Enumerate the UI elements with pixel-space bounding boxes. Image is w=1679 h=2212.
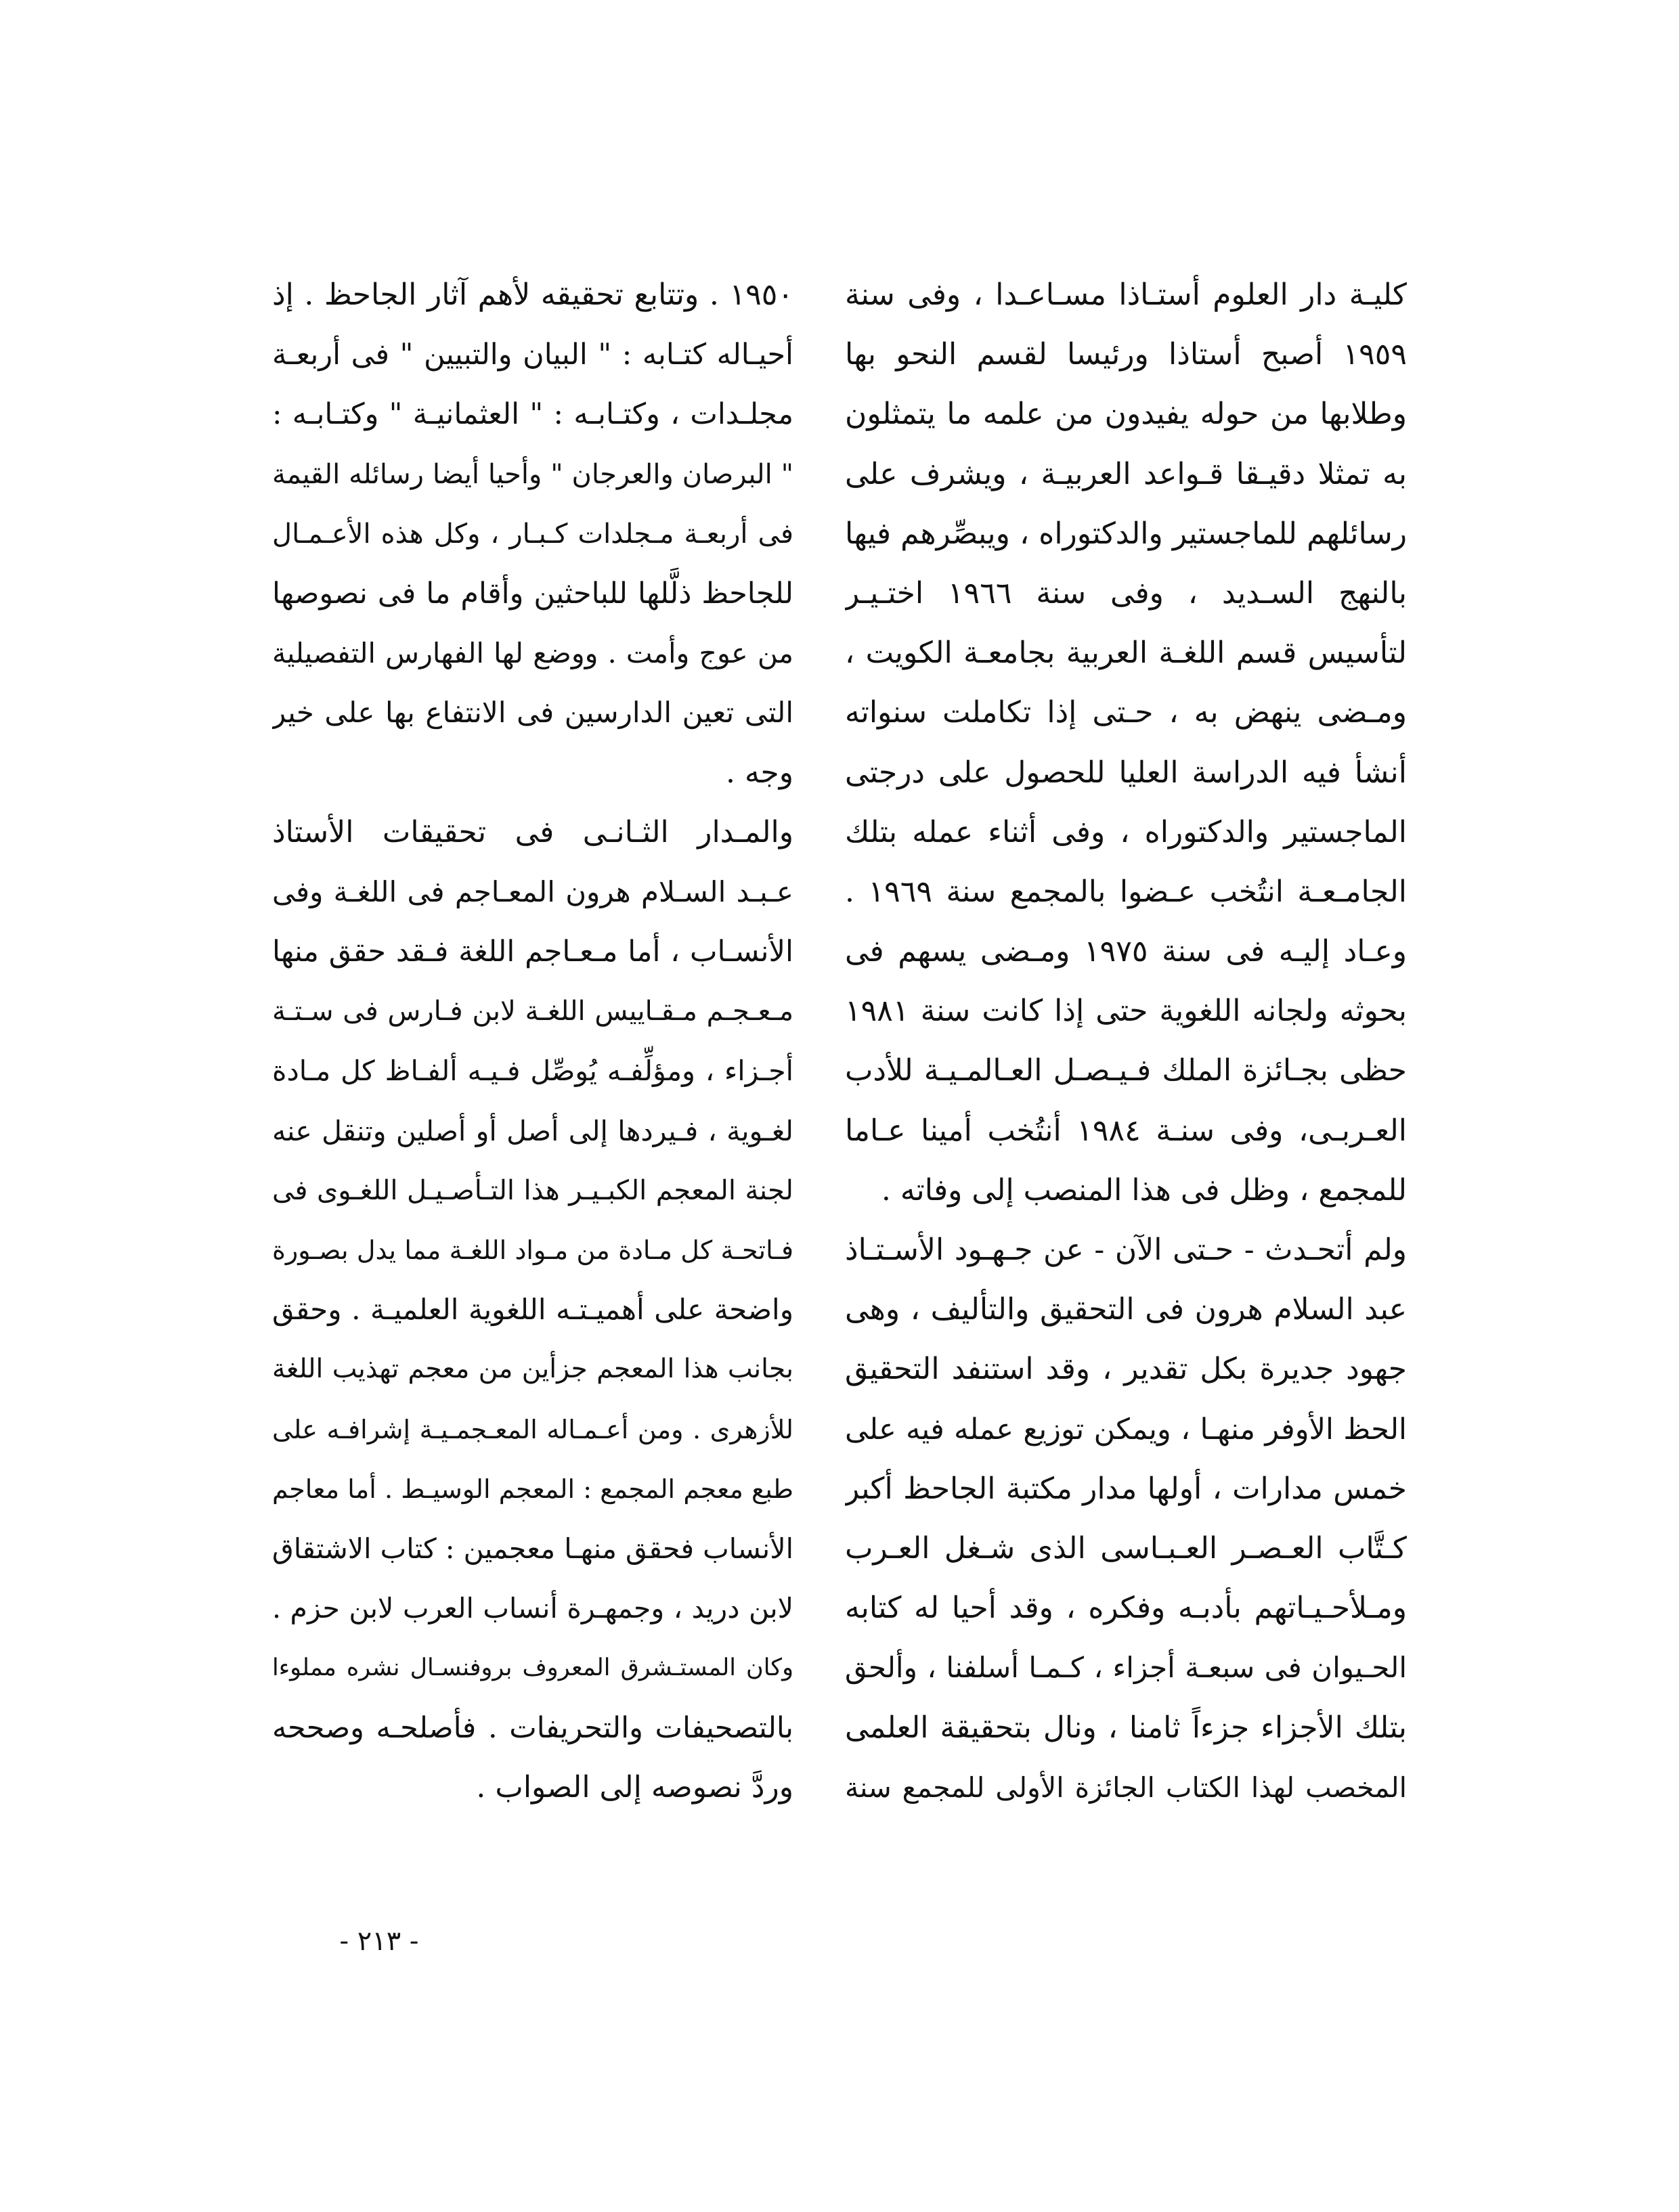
right-line-17: ولم أتحـدث - حـتى الآن - عن جـهـود الأسـتـاذ (845, 1233, 1407, 1267)
right-line-7: لتأسيس قسم اللغـة العربية بجامعـة الكويت ، (845, 636, 1407, 671)
right-line-18: عبد السلام هرون فى التحقيق والتأليف ، وهى (845, 1292, 1407, 1327)
left-line-17: فـاتحـة كل مـادة من مـواد اللغـة مما يدل بصـورة (272, 1235, 793, 1265)
left-line-22: الأنساب فحقق منهـا معجمين : كتاب الاشتقاق (272, 1532, 793, 1565)
left-line-18: واضحة على أهميـتـه اللغوية العلميـة . وحقق (272, 1293, 793, 1327)
right-line-15: العـربـى، وفى سنـة ١٩٨٤ أنتُخب أمينا عـاما (845, 1113, 1407, 1148)
left-line-20: للأزهرى . ومن أعـمـاله المعـجمـيـة إشرافـه على (272, 1414, 793, 1444)
left-line-11: عـبـد السـلام هرون المعـاجم فى اللغـة وفى (272, 875, 793, 908)
right-line-4: به تمثلا دقيـقا قـواعد العربيـة ، ويشرف على (845, 456, 1407, 491)
page-number: - ٢١٣ - (339, 1926, 419, 1957)
left-line-1: ١٩٥٠ . وتتابع تحقيقه لأهم آثار الجاحظ . إذ (272, 278, 793, 312)
right-line-14: حظى بجـائزة الملك فـيـصـل العـالمـيـة للأدب (845, 1053, 1407, 1088)
right-text-column (845, 265, 1407, 1817)
left-line-4: " البرصان والعرجان " وأحيا أيضا رسائله القيمة (272, 458, 793, 490)
right-line-20: الحظ الأوفر منهـا ، ويمكن توزيع عمله فيه على (845, 1412, 1407, 1446)
left-line-25: بالتصحيفات والتحريفات . فأصلحـه وصححه (272, 1710, 793, 1745)
left-line-14: أجـزاء ، ومؤلِّفـه يُوصِّل فـيـه ألفـاظ كل مـادة (272, 1055, 793, 1088)
right-line-5: رسائلهم للماجستير والدكتوراه ، ويبصِّرهم فيها (845, 516, 1407, 551)
left-line-21: طبع معجم المجمع : المعجم الوسيـط . أما معاجم (272, 1474, 793, 1504)
left-line-12: الأنسـاب ، أما مـعـاجم اللغة فـقد حقق منها (272, 935, 793, 969)
right-line-19: جهود جديرة بكل تقدير ، وقد استنفد التحقيق (845, 1352, 1407, 1387)
left-line-16: لجنة المعجم الكبـيـر هذا التـأصـيـل اللغـوى فى (272, 1174, 793, 1206)
left-line-6: للجاحظ ذلَّلها للباحثين وأقام ما فى نصوصها (272, 576, 793, 611)
right-line-16: للمجمع ، وظل فى هذا المنصب إلى وفاته . (881, 1172, 1407, 1208)
right-line-25: بتلك الأجزاء جزءاً ثامنا ، ونال بتحقيقة العلمى (845, 1710, 1407, 1745)
right-line-3: وطلابها من حوله يفيدون من علمه ما يتمثلون (845, 397, 1407, 432)
right-line-26: المخصب لهذا الكتاب الجائزة الأولى للمجمع سنة (845, 1771, 1407, 1804)
right-line-21: خمس مدارات ، أولها مدار مكتبة الجاحظ أكبر (845, 1471, 1407, 1506)
right-line-11: الجامـعـة انتُخب عـضوا بالمجمع سنة ١٩٦٩ . (845, 874, 1407, 909)
right-line-9: أنشأ فيه الدراسة العليا للحصول على درجتى (845, 755, 1407, 790)
left-line-2: أحيـاله كتـابه : " البيان والتبيين " فى أربعـة (272, 338, 793, 372)
right-line-13: بحوثه ولجانه اللغوية حتى إذا كانت سنة ١٩٨١ (845, 994, 1407, 1029)
left-line-3: مجلـدات ، وكتـابـه : " العثمانيـة " وكتـابـه : (272, 397, 793, 432)
left-line-5: فى أربعـة مـجلدات كـبـار ، وكل هذه الأعـمـال (272, 518, 793, 550)
left-line-15: لغـوية ، فـيردها إلى أصل أو أصلين وتنقل عنه (272, 1114, 793, 1147)
left-line-8: التى تعين الدارسين فى الانتفاع بها على خير (272, 696, 793, 730)
left-line-24: وكان المستـشرق المعروف بروفنسـال نشره مملوءا (272, 1654, 793, 1682)
left-line-23: لابن دريد ، وجمهـرة أنساب العرب لابن حزم . (272, 1592, 793, 1625)
left-line-10: والمـدار الثـانـى فى تحقيقات الأستاذ (272, 814, 793, 849)
right-line-1: كليـة دار العلوم أستـاذا مسـاعـدا ، وفى سنة (845, 278, 1407, 312)
right-line-8: ومـضى ينهض به ، حـتى إذا تكاملت سنواته (845, 695, 1407, 730)
left-line-19: بجانب هذا المعجم جزأين من معجم تهذيب اللغة (272, 1354, 793, 1385)
right-line-10: الماجستير والدكتوراه ، وفى أثناء عمله بتلك (845, 814, 1407, 849)
left-line-13: مـعـجـم مـقـاييس اللغـة لابن فـارس فى سـتـة (272, 996, 793, 1027)
left-text-column (272, 265, 793, 1817)
left-line-26: وردَّ نصوصه إلى الصواب . (476, 1769, 793, 1805)
right-line-2: ١٩٥٩ أصبح أستاذا ورئيسا لقسم النحو بها (845, 337, 1407, 372)
left-line-7: من عوج وأمت . ووضع لها الفهارس التفصيلية (272, 637, 793, 670)
right-line-6: بالنهج السـديد ، وفى سنة ١٩٦٦ اختـيـر (845, 575, 1407, 611)
left-line-9: وجه . (725, 755, 793, 790)
right-line-22: كـتَّاب العـصـر العـبـاسى الذى شـغل العـرب (845, 1530, 1407, 1566)
right-line-23: ومـلأحـيـاتهم بأدبـه وفكره ، وقد أحيا له كتابه (845, 1591, 1407, 1626)
right-line-12: وعـاد إليـه فى سنة ١٩٧٥ ومـضى يسهم فى (845, 934, 1407, 969)
right-line-24: الحـيوان فى سبعـة أجزاء ، كـمـا أسلفنا ، وألحق (845, 1651, 1407, 1685)
